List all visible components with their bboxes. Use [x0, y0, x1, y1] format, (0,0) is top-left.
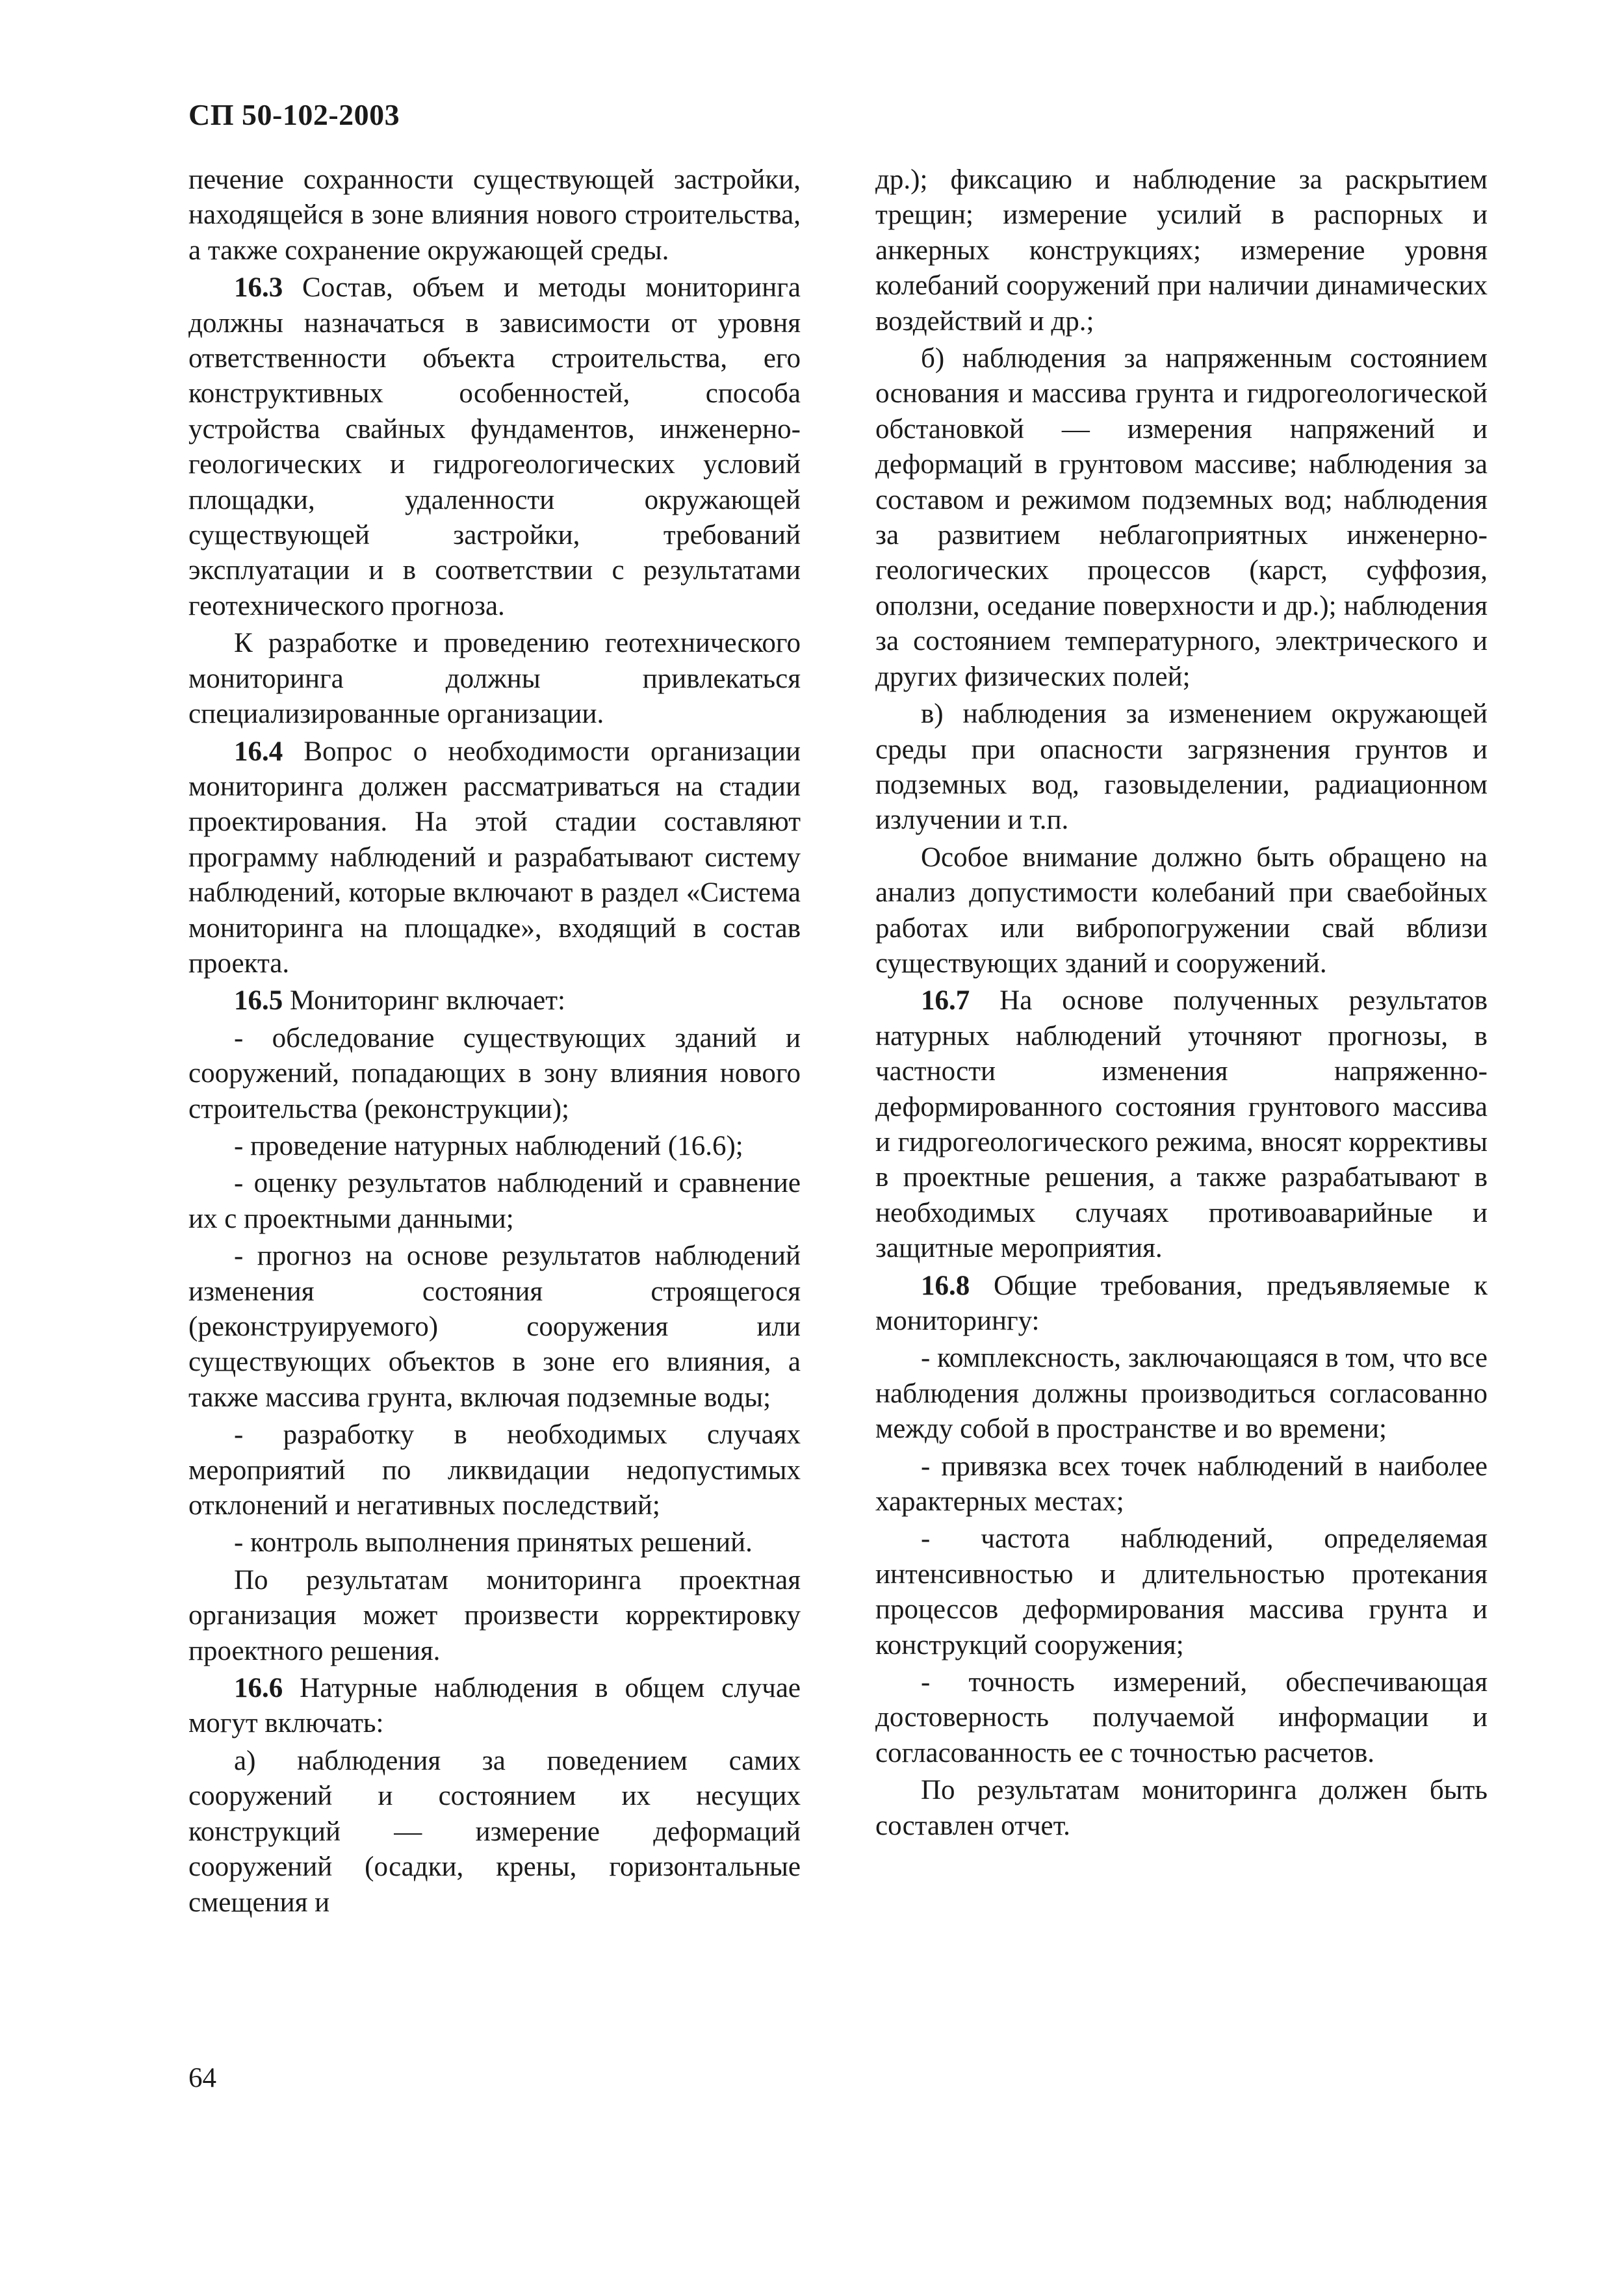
paragraph: 16.8 Общие требования, предъявляемые к мониторингу:	[875, 1270, 1488, 1336]
paragraph: 16.3 Состав, объем и методы мониторинга должны назначаться в зависимости от уровня ответственности объекта строительства, его конструктивных особенностей, способа устройства свайных фундаментов, инженерно-геологических и гидрогеологических условий площадки, удаленности окружающей существующей застройки, требований эксплуатации и в соответствии с результатами геотехнического прогноза.	[188, 272, 801, 621]
section-number: 16.6	[234, 1673, 283, 1704]
list-item: - проведение натурных наблюдений (16.6);	[234, 1130, 743, 1161]
document-code-header: СП 50-102-2003	[188, 98, 400, 131]
paragraph: 16.7 На основе полученных результатов натурных наблюдений уточняют прогнозы, в частности изменения напряженно-деформированного состояния грунтового массива и гидрогеологического режима, вносят коррективы в проектные решения, а также разрабатывают в необходимых случаях противоаварийные и защитные мероприятия.	[875, 985, 1488, 1264]
paragraph: 16.5 Мониторинг включает:	[234, 985, 565, 1016]
paragraph: По результатам мониторинга должен быть составлен отчет.	[875, 1775, 1488, 1841]
list-item: - разработку в необходимых случаях мероприятий по ликвидации недопустимых отклонений и негативных последствий;	[188, 1419, 801, 1521]
page-number: 64	[188, 2063, 216, 2093]
paragraph: К разработке и проведению геотехнического мониторинга должны привлекаться специализированные организации.	[188, 628, 801, 730]
list-item: в) наблюдения за изменением окружающей среды при опасности загрязнения грунтов и подземных вод, газовыделении, радиационном излучении и т.п.	[875, 699, 1488, 836]
section-number: 16.3	[234, 272, 283, 304]
paragraph: печение сохранности существующей застройки, находящейся в зоне влияния нового строительства, а также сохранение окружающей среды.	[188, 164, 801, 266]
section-number: 16.7	[921, 985, 970, 1016]
list-item: б) наблюдения за напряженным состоянием основания и массива грунта и гидрогеологической обстановкой — измерения напряжений и деформаций в грунтовом массиве; наблюдения за составом и режимом подземных вод; наблюдения за развитием неблагоприятных инженерно-геологических процессов (карст, суффозия, оползни, оседание поверхности и др.); наблюдения за состоянием температурного, электрического и других физических полей;	[875, 343, 1488, 692]
section-number: 16.5	[234, 985, 283, 1016]
list-item: - обследование существующих зданий и сооружений, попадающих в зону влияния нового строительства (реконструкции);	[188, 1022, 801, 1124]
list-item: - комплексность, заключающаяся в том, что все наблюдения должны производиться согласованно между собой в пространстве и во времени;	[875, 1343, 1488, 1445]
paragraph: Особое внимание должно быть обращено на анализ допустимости колебаний при сваебойных работах или вибропогружении свай вблизи существующих зданий и сооружений.	[875, 842, 1488, 979]
section-number: 16.4	[234, 736, 283, 767]
paragraph: По результатам мониторинга проектная организация может произвести корректировку проектного решения.	[188, 1564, 801, 1666]
paragraph: др.); фиксацию и наблюдение за раскрытием трещин; измерение усилий в распорных и анкерных конструкциях; измерение уровня колебаний сооружений при наличии динамических воздействий и др.;	[875, 164, 1488, 337]
paragraph: 16.4 Вопрос о необходимости организации мониторинга должен рассматриваться на стадии проектирования. На этой стадии составляют программу наблюдений и разрабатывают систему наблюдений, которые включают в раздел «Система мониторинга на площадке», входящий в состав проекта.	[188, 736, 801, 979]
right-text-column	[875, 162, 1488, 1846]
list-item: - прогноз на основе результатов наблюдений изменения состояния строящегося (реконструируемого) сооружения или существующих объектов в зоне его влияния, а также массива грунта, включая подземные воды;	[188, 1241, 801, 1413]
left-text-column	[188, 162, 801, 1922]
list-item: - привязка всех точек наблюдений в наиболее характерных местах;	[875, 1451, 1488, 1518]
paragraph: 16.6 Натурные наблюдения в общем случае могут включать:	[188, 1673, 801, 1739]
section-number: 16.8	[921, 1270, 970, 1301]
list-item: - оценку результатов наблюдений и сравнение их с проектными данными;	[188, 1168, 801, 1234]
list-item: - контроль выполнения принятых решений.	[234, 1527, 753, 1558]
list-item: - точность измерений, обеспечивающая достоверность получаемой информации и согласованность ее с точностью расчетов.	[875, 1667, 1488, 1768]
list-item: а) наблюдения за поведением самих сооружений и состоянием их несущих конструкций — измерение деформаций сооружений (осадки, крены, горизонтальные смещения и	[188, 1745, 801, 1918]
list-item: - частота наблюдений, определяемая интенсивностью и длительностью протекания процессов деформирования массива грунта и конструкций сооружения;	[875, 1523, 1488, 1660]
